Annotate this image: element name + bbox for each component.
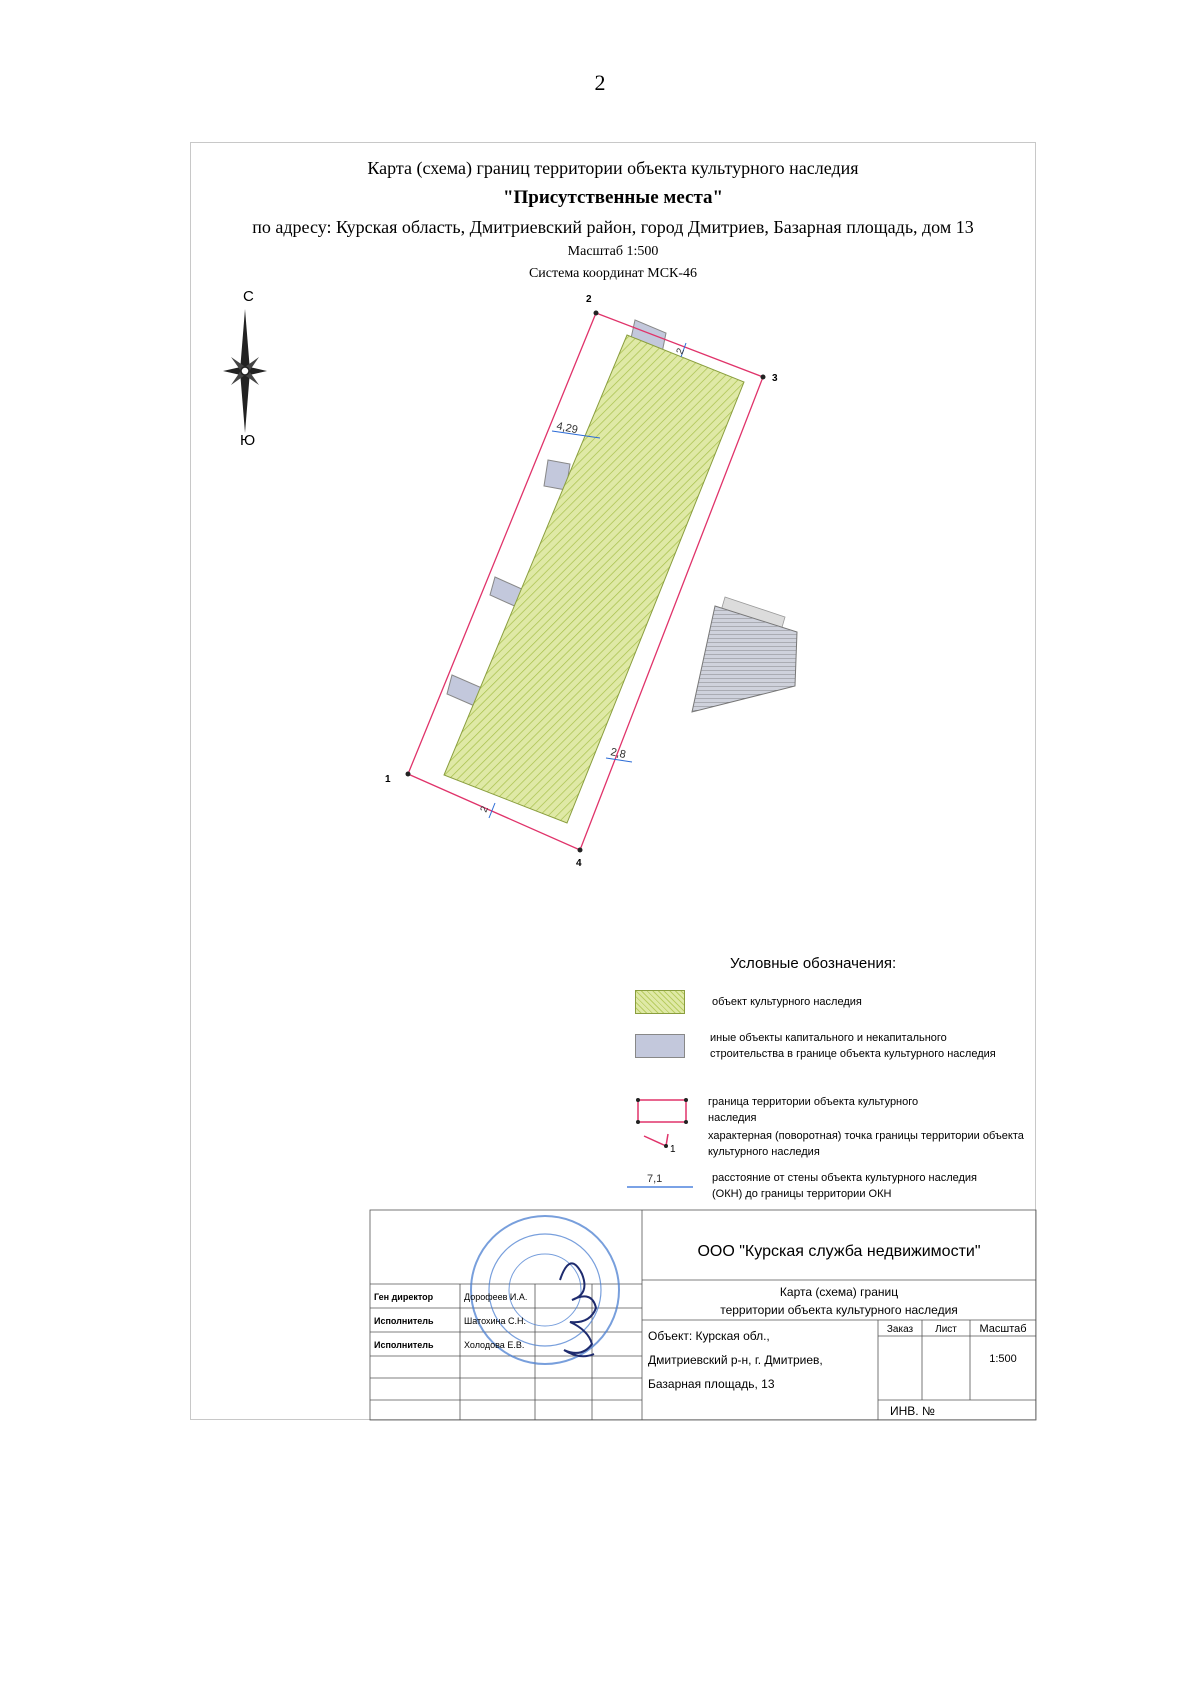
stamp-company-name: ООО "Курская служба недвижимости" <box>697 1243 981 1260</box>
stamp-col-scale: Масштаб <box>979 1323 1027 1335</box>
boundary-point-4-label: 4 <box>576 858 582 869</box>
distance-top-label: 2 <box>674 346 687 357</box>
distance-right-label: 2,8 <box>609 746 627 762</box>
distance-left-label: 4,29 <box>555 420 579 437</box>
svg-text:Исполнитель: Исполнитель <box>374 1316 434 1326</box>
porch-structure <box>692 597 797 712</box>
legend-boundary-swatch <box>632 1094 692 1128</box>
svg-text:Исполнитель: Исполнитель <box>374 1340 434 1350</box>
stamp-inv-number: ИНВ. № <box>890 1404 935 1418</box>
compass-north-label: С <box>243 288 254 305</box>
object-address: по адресу: Курская область, Дмитриевский район, город Дмитриев, Базарная площадь, дом 13 <box>252 217 974 237</box>
boundary-point-3-label: 3 <box>772 373 778 384</box>
svg-text:Шатохина С.Н.: Шатохина С.Н. <box>464 1316 526 1326</box>
legend-other-swatch <box>635 1034 685 1058</box>
legend-point-swatch <box>640 1128 680 1158</box>
stamp-doc-title-1: Карта (схема) границ <box>779 1285 899 1299</box>
stamp-scale-value: 1:500 <box>989 1353 1017 1365</box>
boundary-point-1-marker <box>406 772 411 777</box>
legend-point-text: характерная (поворотная) точка границы территории объекта культурного наследия <box>708 1130 1024 1158</box>
legend-boundary-text: граница территории объекта культурного наследия <box>708 1096 919 1124</box>
map-title: Карта (схема) границ территории объекта культурного наследия <box>367 158 859 178</box>
map-title-block <box>190 150 1036 282</box>
object-name: "Присутственные места" <box>502 187 724 208</box>
stamp-col-sheet: Лист <box>935 1324 957 1335</box>
stamp-object-line-3: Базарная площадь, 13 <box>648 1377 775 1391</box>
stamp-object-line-2: Дмитриевский р-н, г. Дмитриев, <box>648 1353 823 1367</box>
coordinate-system: Система координат МСК-46 <box>528 266 698 281</box>
page-number: 2 <box>594 70 606 95</box>
svg-text:Ген директор: Ген директор <box>374 1292 434 1302</box>
stamp-col-order: Заказ <box>886 1324 914 1335</box>
svg-text:1: 1 <box>670 1144 676 1155</box>
legend-title: Условные обозначения: <box>730 955 897 972</box>
boundary-point-4-marker <box>578 848 583 853</box>
svg-text:Дорофеев И.А.: Дорофеев И.А. <box>464 1292 528 1302</box>
boundary-point-3-marker <box>761 375 766 380</box>
boundary-point-1-label: 1 <box>385 774 391 785</box>
boundary-point-2-marker <box>594 311 599 316</box>
legend-heritage-swatch <box>635 990 685 1014</box>
compass-rose-icon <box>220 306 270 436</box>
stamp-object-line-1: Объект: Курская обл., <box>648 1329 770 1343</box>
legend-distance-swatch <box>625 1168 695 1198</box>
svg-text:Холодова Е.В.: Холодова Е.В. <box>464 1340 525 1350</box>
stamp-doc-title-2: территории объекта культурного наследия <box>720 1303 958 1317</box>
map-scale: Масштаб 1:500 <box>567 244 659 259</box>
heritage-object <box>444 335 744 823</box>
stamp-block <box>370 1210 1036 1420</box>
legend-distance-text: расстояние от стены объекта культурного наследия (ОКН) до границы территории ОКН <box>712 1172 978 1200</box>
legend-heritage-text: объект культурного наследия <box>712 996 862 1008</box>
boundary-point-2-label: 2 <box>586 294 592 305</box>
svg-text:7,1: 7,1 <box>647 1173 663 1185</box>
distance-bottom-label: 2 <box>478 804 491 815</box>
territory-map <box>385 294 840 930</box>
compass-south-label: Ю <box>240 432 256 449</box>
legend-other-text: иные объекты капитального и некапитального строительства в границе объекта культурного наследия <box>710 1032 996 1060</box>
